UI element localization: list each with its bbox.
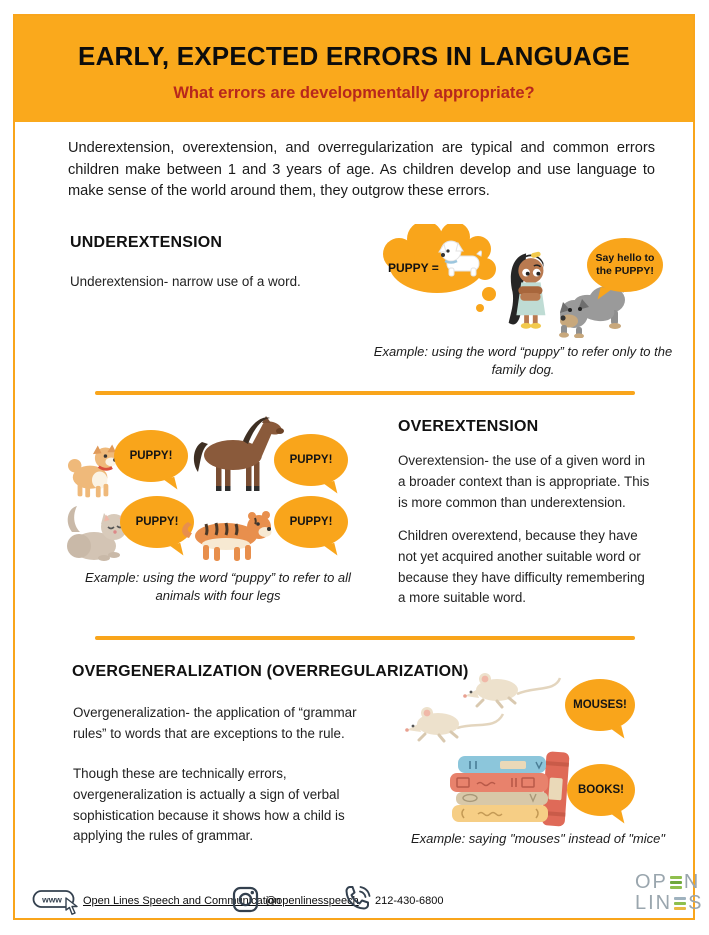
bubble-tail: [324, 543, 338, 558]
puppy-bubble-horse: PUPPY!: [274, 434, 348, 486]
underextension-example-caption: Example: using the word “puppy” to refer only to the family dog.: [373, 344, 673, 378]
puppy-bubble-cat: PUPPY!: [120, 496, 194, 548]
page-title: EARLY, EXPECTED ERRORS IN LANGUAGE: [78, 41, 630, 71]
website-icon[interactable]: [32, 888, 80, 915]
phone-number: 212-430-6800: [375, 895, 444, 907]
mouse-icon: [463, 673, 560, 707]
overgeneralization-heading: OVERGENERALIZATION (OVERREGULARIZATION): [72, 663, 469, 680]
say-hello-speech-bubble: [587, 238, 663, 292]
overgeneralization-example-caption: Example: saying "mouses" instead of "mice": [410, 831, 665, 846]
logo-line-lines: LIN S: [635, 892, 704, 914]
phone-icon: [343, 884, 371, 912]
overextension-explanation: Children overextend, because they have not yet acquired another suitable word or because they have difficulty remembering a more suitable word.: [398, 528, 645, 606]
overextension-heading: OVEREXTENSION: [398, 418, 539, 435]
underextension-illustration: [381, 224, 673, 342]
puppy-bubble-dog: PUPPY!: [114, 430, 188, 482]
mouse-icon: [405, 707, 503, 741]
logo-e-bars-icon: [670, 875, 682, 890]
instagram-icon[interactable]: [232, 886, 259, 913]
shiba-dog-illustration: [62, 434, 122, 506]
thought-cloud: [381, 224, 503, 320]
underextension-definition: Underextension- narrow use of a word.: [70, 274, 301, 289]
overgeneralization-definition: Overgeneralization- the application of “grammar rules” to words that are exceptions to the rule.: [73, 705, 357, 741]
overextension-example-caption: Example: using the word “puppy” to refer to all animals with four legs: [85, 570, 351, 604]
underextension-heading: UNDEREXTENSION: [70, 234, 223, 251]
header-banner: [15, 16, 693, 122]
section-divider: [95, 636, 635, 640]
open-lines-logo: [635, 872, 703, 914]
logo-line-open: OP N: [635, 871, 701, 893]
instagram-link[interactable]: @openlinesspeech: [265, 895, 359, 907]
overextension-definition: Overextension- the use of a given word in a broader context than is appropriate. This is more common than underextension.: [398, 453, 650, 510]
puppy-bubble-tiger: PUPPY!: [274, 496, 348, 548]
intro-paragraph: Underextension, overextension, and overregularization are typical and common errors children make between 1 and 3 years of age. As children develop and use language to make sense of the world around them, they outgrow these errors.: [68, 140, 655, 200]
bubble-tail: [611, 726, 625, 741]
overgeneralization-explanation: Though these are technically errors, overgeneralization is actually a sign of verbal sophistication because it shows how a child is applying the rules of grammar.: [73, 766, 345, 844]
mouses-bubble: MOUSES!: [565, 679, 635, 731]
page-frame: [13, 14, 704, 920]
page-subtitle: What errors are developmentally appropriate?: [173, 84, 535, 102]
bubble-tail: [164, 477, 178, 492]
cat-illustration: [62, 500, 132, 566]
logo-e-bars-icon: [674, 896, 686, 911]
speech-text: Say hello to the PUPPY!: [595, 251, 655, 277]
books-illustration: [440, 740, 572, 828]
horse-illustration: [188, 410, 284, 498]
website-link[interactable]: Open Lines Speech and Communication: [83, 895, 281, 907]
books-bubble: BOOKS!: [567, 764, 635, 816]
bubble-tail: [611, 811, 625, 826]
tiger-illustration: [180, 502, 278, 562]
www-label: www: [42, 894, 62, 905]
bubble-tail: [324, 481, 338, 496]
section-divider: [95, 391, 635, 395]
mice-illustration: [405, 666, 565, 748]
thought-label: PUPPY =: [388, 261, 439, 275]
